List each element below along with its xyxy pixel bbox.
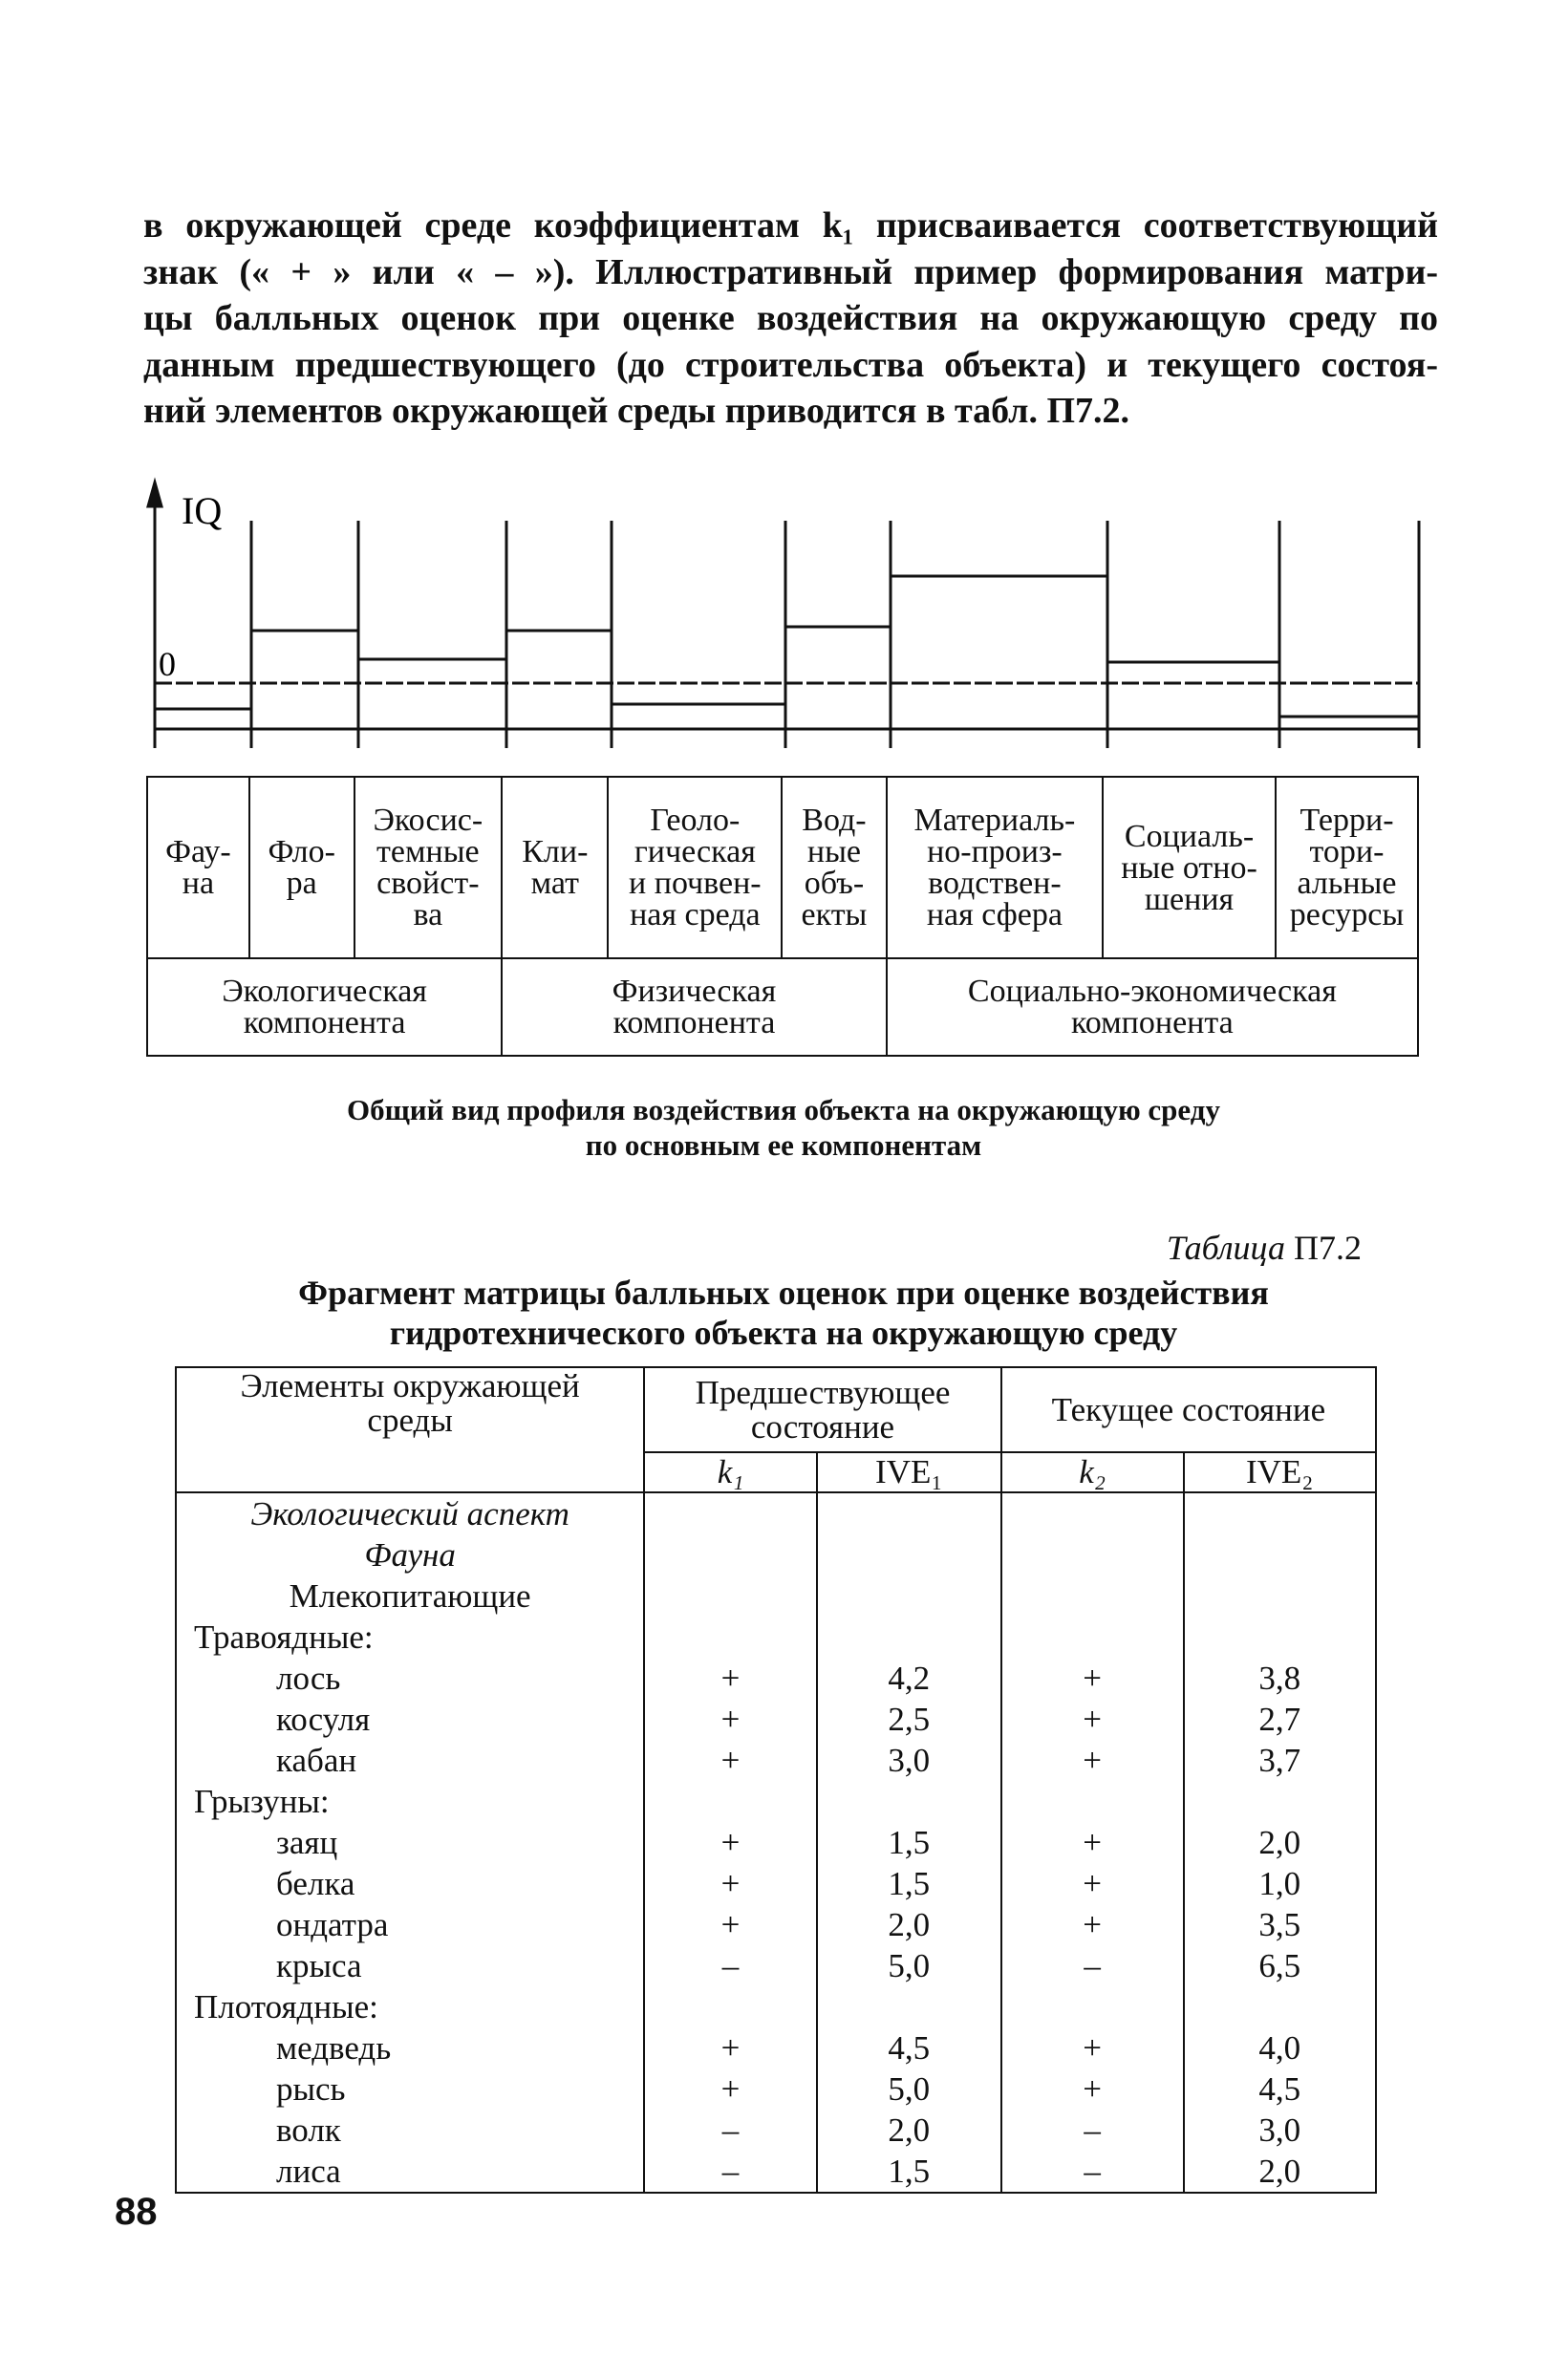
element-name: Экологический аспект [250, 1495, 569, 1532]
table-label-word: Таблица [1166, 1229, 1285, 1267]
score-cell: 2,0 [888, 2111, 931, 2149]
sign-cell [645, 1986, 816, 2027]
score-cell [818, 1986, 1000, 2027]
element-name: крыса [276, 1947, 362, 1984]
element-name: лось [276, 1660, 341, 1697]
score-cell [1185, 1617, 1375, 1658]
sign-cell: + [720, 1865, 741, 1902]
component-label: Социаль- ные отно- шения [1103, 777, 1276, 958]
element-name: заяц [276, 1824, 338, 1861]
component-label: Фау- на [147, 777, 249, 958]
component-group: Физическая компонента [502, 958, 887, 1056]
sign-cell: – [1084, 2153, 1101, 2190]
sign-cell [645, 1534, 816, 1575]
sign-cell: – [721, 2153, 740, 2190]
score-cell [1185, 1493, 1375, 1534]
score-cell [818, 1617, 1000, 1658]
sign-cell: – [1084, 1947, 1101, 1984]
axis-arrow [148, 482, 161, 506]
score-cell: 1,5 [888, 2153, 931, 2190]
assessment-matrix-table [175, 1366, 1377, 2194]
paragraph-line: данным предшествующего (до строительства объекта) и текущего состоя- [143, 344, 1438, 385]
component-label: Материаль- но-произ- водствен- ная сфера [887, 777, 1103, 958]
sign-cell: + [1083, 1824, 1103, 1861]
component-label: Геоло- гическая и почвен- ная среда [608, 777, 782, 958]
sign-cell [645, 1493, 816, 1534]
score-cell [818, 1493, 1000, 1534]
component-label: Кли- мат [502, 777, 608, 958]
axis-label: IQ [182, 489, 223, 532]
sign-cell [1002, 1493, 1183, 1534]
component-label: Вод- ные объ- екты [782, 777, 887, 958]
table-label-number: П7.2 [1294, 1229, 1362, 1267]
sign-cell: + [1083, 1906, 1103, 1943]
score-cell: 2,0 [1258, 2153, 1301, 2190]
sign-cell [1002, 1781, 1183, 1822]
element-name: Травоядные: [194, 1618, 374, 1656]
sign-cell [1002, 1617, 1183, 1658]
ive1-column [817, 1492, 1001, 2193]
score-cell: 3,0 [1258, 2111, 1301, 2149]
score-cell: 4,5 [1258, 2070, 1301, 2108]
score-cell [1185, 1575, 1375, 1617]
score-cell [818, 1575, 1000, 1617]
score-cell: 3,5 [1258, 1906, 1301, 1943]
score-cell: 4,0 [1258, 2029, 1301, 2067]
element-name: Плотоядные: [194, 1988, 378, 2025]
header-current-state: Текущее состояние [1001, 1367, 1376, 1452]
component-label: Терри- тори- альные ресурсы [1276, 777, 1418, 958]
sign-cell: + [720, 1824, 741, 1861]
score-cell: 4,5 [888, 2029, 931, 2067]
element-name: медведь [276, 2029, 392, 2067]
header-ive2: IVE₂ [1184, 1452, 1376, 1492]
element-name: волк [276, 2111, 341, 2149]
header-k1: k₁ [644, 1452, 817, 1492]
score-cell [1185, 1781, 1375, 1822]
zero-label: 0 [159, 645, 176, 683]
table-label [1167, 1228, 1362, 1268]
score-cell: 2,0 [1258, 1824, 1301, 1861]
score-cell: 1,5 [888, 1824, 931, 1861]
sign-cell: – [1084, 2111, 1101, 2149]
page-number: 88 [115, 2191, 158, 2233]
table-title [143, 1273, 1424, 1353]
elements-column [176, 1492, 644, 2193]
element-name: Грызуны: [194, 1783, 330, 1820]
sign-cell: + [720, 1742, 741, 1779]
component-group: Экологическая компонента [147, 958, 502, 1056]
element-name: кабан [276, 1742, 357, 1779]
element-name: Млекопитающие [289, 1577, 531, 1615]
sign-cell: + [720, 1660, 741, 1697]
score-cell: 5,0 [888, 1947, 931, 1984]
sign-cell: + [1083, 1660, 1103, 1697]
sign-cell [1002, 1986, 1183, 2027]
score-cell [1185, 1986, 1375, 2027]
sign-cell: – [721, 2111, 740, 2149]
score-cell: 2,0 [888, 1906, 931, 1943]
score-cell [818, 1781, 1000, 1822]
element-name: косуля [276, 1701, 371, 1738]
impact-profile-diagram [0, 0, 1568, 764]
sign-cell [645, 1575, 816, 1617]
score-cell: 2,5 [888, 1701, 931, 1738]
sign-cell: + [720, 2070, 741, 2108]
element-name: Фауна [364, 1536, 456, 1574]
score-cell [818, 1534, 1000, 1575]
element-name: рысь [276, 2070, 346, 2108]
paragraph-line: в окружающей среде коэффициентам k₁ присваивается соответствующий [143, 205, 1438, 246]
score-cell: 3,7 [1258, 1742, 1301, 1779]
components-table [146, 776, 1419, 1057]
element-name: белка [276, 1865, 355, 1902]
header-k2: k₂ [1001, 1452, 1184, 1492]
component-label: Экосис- темные свойст- ва [354, 777, 503, 958]
sign-cell: + [1083, 2070, 1103, 2108]
score-cell: 3,0 [888, 1742, 931, 1779]
header-previous-state: Предшествующее состояние [644, 1367, 1001, 1452]
score-cell: 6,5 [1258, 1947, 1301, 1984]
score-cell: 2,7 [1258, 1701, 1301, 1738]
sign-cell [645, 1781, 816, 1822]
score-cell: 1,5 [888, 1865, 931, 1902]
paragraph-line: знак (« + » или « – »). Иллюстративный пример формирования матри- [143, 251, 1438, 292]
component-label: Фло- ра [249, 777, 354, 958]
table-title-line: Фрагмент матрицы балльных оценок при оценке воздействия [298, 1274, 1269, 1312]
score-cell: 1,0 [1258, 1865, 1301, 1902]
paragraph-line: цы балльных оценок при оценке воздействия на окружающую среду по [143, 298, 1438, 338]
ive2-column [1184, 1492, 1376, 2193]
score-cell [1185, 1534, 1375, 1575]
header-ive1: IVE₁ [817, 1452, 1001, 1492]
element-name: ондатра [276, 1906, 389, 1943]
k1-column [644, 1492, 817, 2193]
sign-cell: + [720, 1906, 741, 1943]
sign-cell: + [720, 2029, 741, 2067]
sign-cell [645, 1617, 816, 1658]
sign-cell: + [1083, 2029, 1103, 2067]
score-cell: 4,2 [888, 1660, 931, 1697]
header-elements: Элементы окружающей среды [176, 1367, 644, 1492]
figure-caption-line: по основным ее компонентам [585, 1128, 982, 1162]
sign-cell [1002, 1534, 1183, 1575]
score-cell: 5,0 [888, 2070, 931, 2108]
element-name: лиса [276, 2153, 341, 2190]
k2-column [1001, 1492, 1184, 2193]
sign-cell: + [1083, 1701, 1103, 1738]
paragraph-line: ний элементов окружающей среды приводится в табл. П7.2. [143, 391, 1130, 431]
sign-cell: + [720, 1701, 741, 1738]
figure-caption-line: Общий вид профиля воздействия объекта на окружающую среду [347, 1093, 1220, 1126]
sign-cell: + [1083, 1742, 1103, 1779]
score-cell: 3,8 [1258, 1660, 1301, 1697]
table-title-line: гидротехнического объекта на окружающую среду [389, 1314, 1178, 1352]
component-group: Социально-экономическая компонента [887, 958, 1418, 1056]
sign-cell: + [1083, 1865, 1103, 1902]
sign-cell [1002, 1575, 1183, 1617]
sign-cell: – [721, 1947, 740, 1984]
